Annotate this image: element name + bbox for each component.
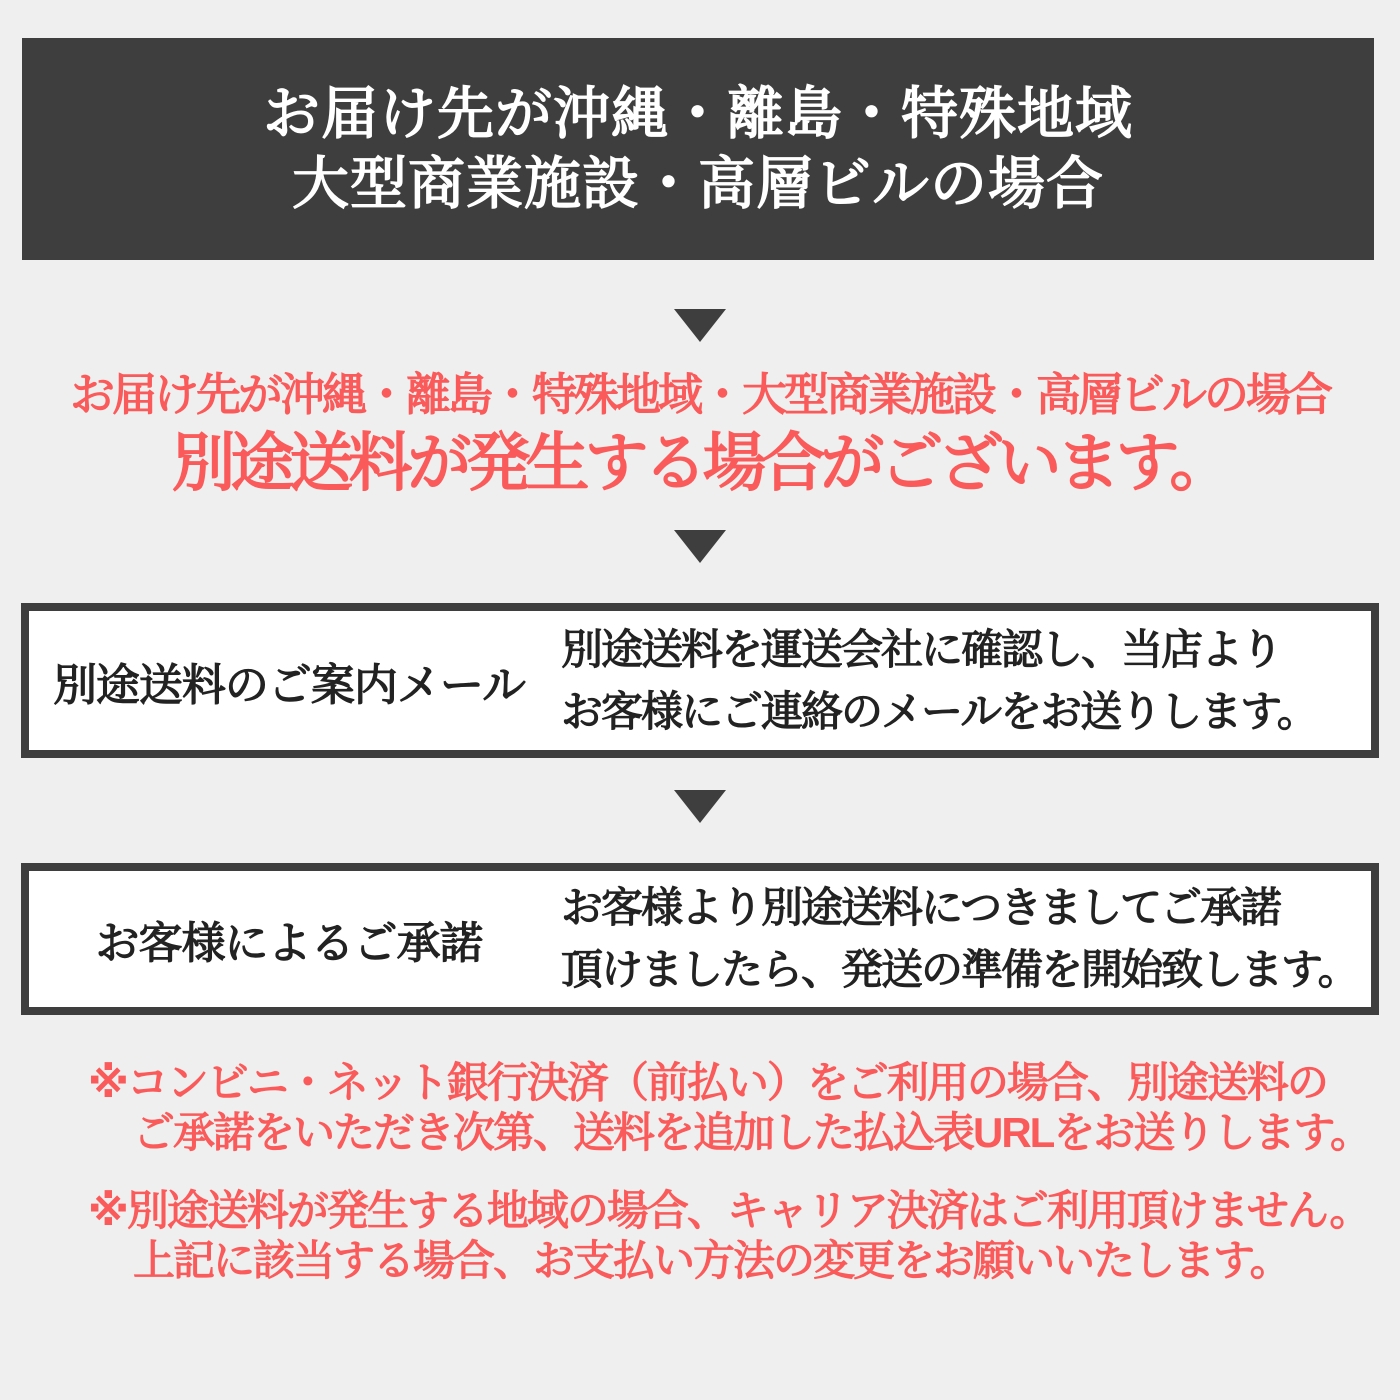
step-description [549, 871, 1371, 1007]
step-description-line1: お客様より別途送料につきましてご承諾 [561, 884, 1281, 931]
lead-condition-text: お届け先が沖縄・離島・特殊地域・大型商業施設・高層ビルの場合 [69, 369, 1330, 420]
note-prepayment [88, 1058, 1378, 1158]
step-description [549, 611, 1371, 750]
down-arrow-icon [674, 790, 726, 823]
step-label: お客様によるご承諾 [95, 919, 483, 968]
step-customer-approval [21, 863, 1379, 1015]
down-arrow-icon [674, 309, 726, 342]
step-description-line2: 頂けましたら、発送の準備を開始致します。 [561, 946, 1358, 993]
note-line2: ご承諾をいただき次第、送料を追加した払込表URLをお送りします。 [133, 1109, 1370, 1156]
header-title-line1: お届け先が沖縄・離島・特殊地域 [263, 82, 1133, 146]
step-fee-notice-mail [21, 603, 1379, 758]
step-label: 別途送料のご案内メール [52, 660, 526, 710]
down-arrow-icon [674, 530, 726, 563]
note-line2: 上記に該当する場合、お支払い方法の変更をお願いいたします。 [133, 1237, 1290, 1284]
header-title-line2: 大型商業施設・高層ビルの場合 [292, 152, 1104, 216]
note-line1: ※別途送料が発生する地域の場合、キャリア決済はご利用頂けません。 [88, 1187, 1370, 1234]
lead-extra-fee-text: 別途送料が発生する場合がございます。 [171, 427, 1229, 499]
header-banner [22, 38, 1374, 260]
step-description-line2: お客様にご連絡のメールをお送りします。 [561, 687, 1317, 735]
note-line1: ※コンビニ・ネット銀行決済（前払い）をご利用の場合、別途送料の [88, 1059, 1327, 1106]
step-description-line1: 別途送料を運送会社に確認し、当店より [561, 625, 1282, 673]
note-carrier-payment [88, 1186, 1378, 1286]
